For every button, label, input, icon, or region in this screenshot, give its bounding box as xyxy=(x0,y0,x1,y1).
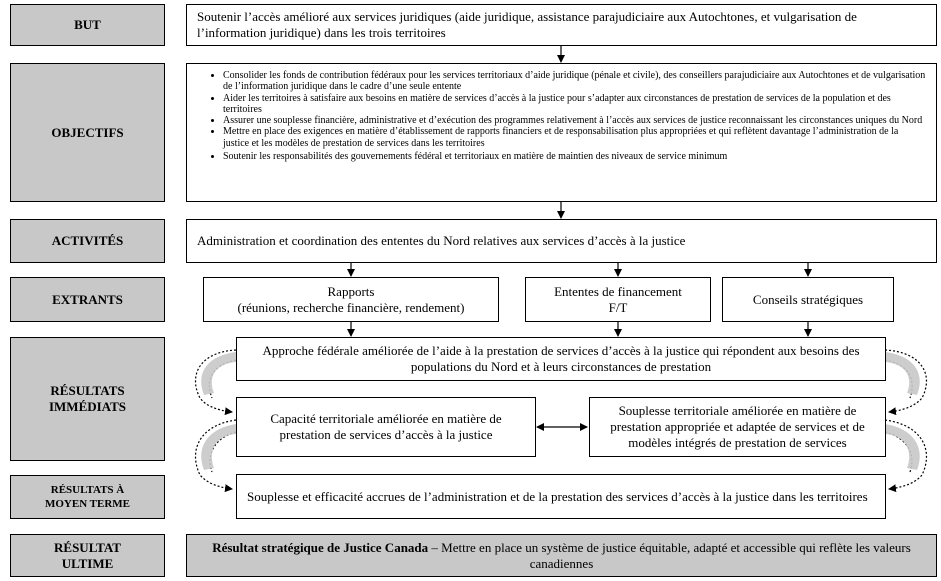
souplesse-territoriale-box xyxy=(589,397,886,457)
row-label-text: RÉSULTATS À xyxy=(50,484,125,496)
row-label-text: RÉSULTATS xyxy=(50,383,125,398)
objectif-item: • Assurer une souplesse financière, administrative et d’exécution des programmes relativement à l’accès aux services de justice reconnaissant les circonstances uniques du Nord xyxy=(223,115,926,126)
row-label-text: RÉSULTAT xyxy=(54,539,121,555)
objectif-item: • Mettre en place des exigences en matière d’établissement de rapports financiers et de responsabilisation plus appropriées et qui reflètent davantage l’administration de la justice et les modèles de prestation de services dans les territoires xyxy=(223,126,926,149)
activites-box xyxy=(186,219,937,263)
separator-dash: – xyxy=(428,539,442,555)
feedback-arrows-right-fill xyxy=(885,352,920,470)
resultat-strategique-label: Résultat stratégique de Justice Canada xyxy=(212,539,429,555)
row-label-text: ACTIVITÉS xyxy=(51,233,124,248)
moyen-terme-box xyxy=(236,474,886,519)
extrant-conseils-text: Conseils stratégiques xyxy=(752,291,864,307)
row-label-text: EXTRANTS xyxy=(52,291,123,307)
feedback-arrows-left-fill xyxy=(201,352,236,470)
extrant-ententes-box xyxy=(525,277,711,322)
row-label-text: ULTIME xyxy=(61,555,114,571)
row-label-resultat-ultime xyxy=(10,534,165,577)
row-label-resultats-immediats xyxy=(10,337,165,461)
row-label-extrants xyxy=(10,277,165,322)
souplesse-territoriale-text: Souplesse territoriale améliorée en matière de prestation appropriée et adaptée de services et de modèles intégrés de prestation de services xyxy=(610,403,865,450)
objectif-item: • Consolider les fonds de contribution fédéraux pour les services territoriaux d’aide juridique (pénale et civile), des conseillers parajudiciaire aux Autochtones et de vulgarisation de l’information juridique dans le cadre d’une seule entente xyxy=(223,70,926,93)
moyen-terme-text: Souplesse et efficacité accrues de l’administration et de la prestation des services d’accès à la justice dans les territoires xyxy=(247,488,868,504)
capacite-territoriale-box xyxy=(236,397,536,457)
extrant-ententes-detail: F/T xyxy=(608,299,628,315)
capacite-territoriale-text: Capacité territoriale améliorée en matière de prestation de services d’accès à la justice xyxy=(270,411,502,442)
row-label-text: OBJECTIFS xyxy=(51,124,124,140)
approche-federale-box xyxy=(236,337,886,381)
objectifs-list xyxy=(187,64,936,162)
resultat-ultime-description: Mettre en place un système de justice équitable, adapté et accessible qui reflète les valeurs canadiennes xyxy=(441,539,911,571)
row-label-objectifs xyxy=(10,63,165,202)
resultat-ultime-box xyxy=(186,534,937,577)
row-label-but xyxy=(10,4,165,46)
approche-federale-text: Approche fédérale améliorée de l’aide à la prestation de services d’accès à la justice qui répondent aux besoins des populations du Nord et à leurs circonstances de prestation xyxy=(262,343,860,374)
row-label-text: IMMÉDIATS xyxy=(48,399,127,414)
activites-text: Administration et coordination des ententes du Nord relatives aux services d’accès à la justice xyxy=(197,233,686,248)
objectif-item: • Soutenir les responsabilités des gouvernements fédéral et territoriaux en matière de maintien des niveaux de service minimum xyxy=(223,151,926,162)
but-box xyxy=(186,4,937,46)
extrant-rapports-box xyxy=(203,277,499,322)
row-label-resultats-moyen-terme xyxy=(10,475,165,519)
extrant-rapports-detail: (réunions, recherche financière, rendement) xyxy=(237,299,465,315)
objectifs-box xyxy=(186,63,937,202)
objectif-item: • Aider les territoires à satisfaire aux besoins en matière de services d’accès à la justice pour s’adapter aux circonstances de prestation de services de la population et des territoires xyxy=(223,93,926,116)
extrant-conseils-box xyxy=(722,277,894,322)
but-text: Soutenir l’accès amélioré aux services juridiques (aide juridique, assistance parajudiciaire aux Autochtones, et vulgarisation de l’information juridique) dans les trois territoires xyxy=(197,9,857,40)
row-label-text: MOYEN TERME xyxy=(44,498,131,510)
extrant-ententes-title: Ententes de financement xyxy=(554,283,682,299)
row-label-text: BUT xyxy=(74,17,101,32)
resultat-ultime-text xyxy=(201,540,922,572)
extrant-rapports-title: Rapports xyxy=(327,283,375,299)
row-label-activites xyxy=(10,219,165,263)
